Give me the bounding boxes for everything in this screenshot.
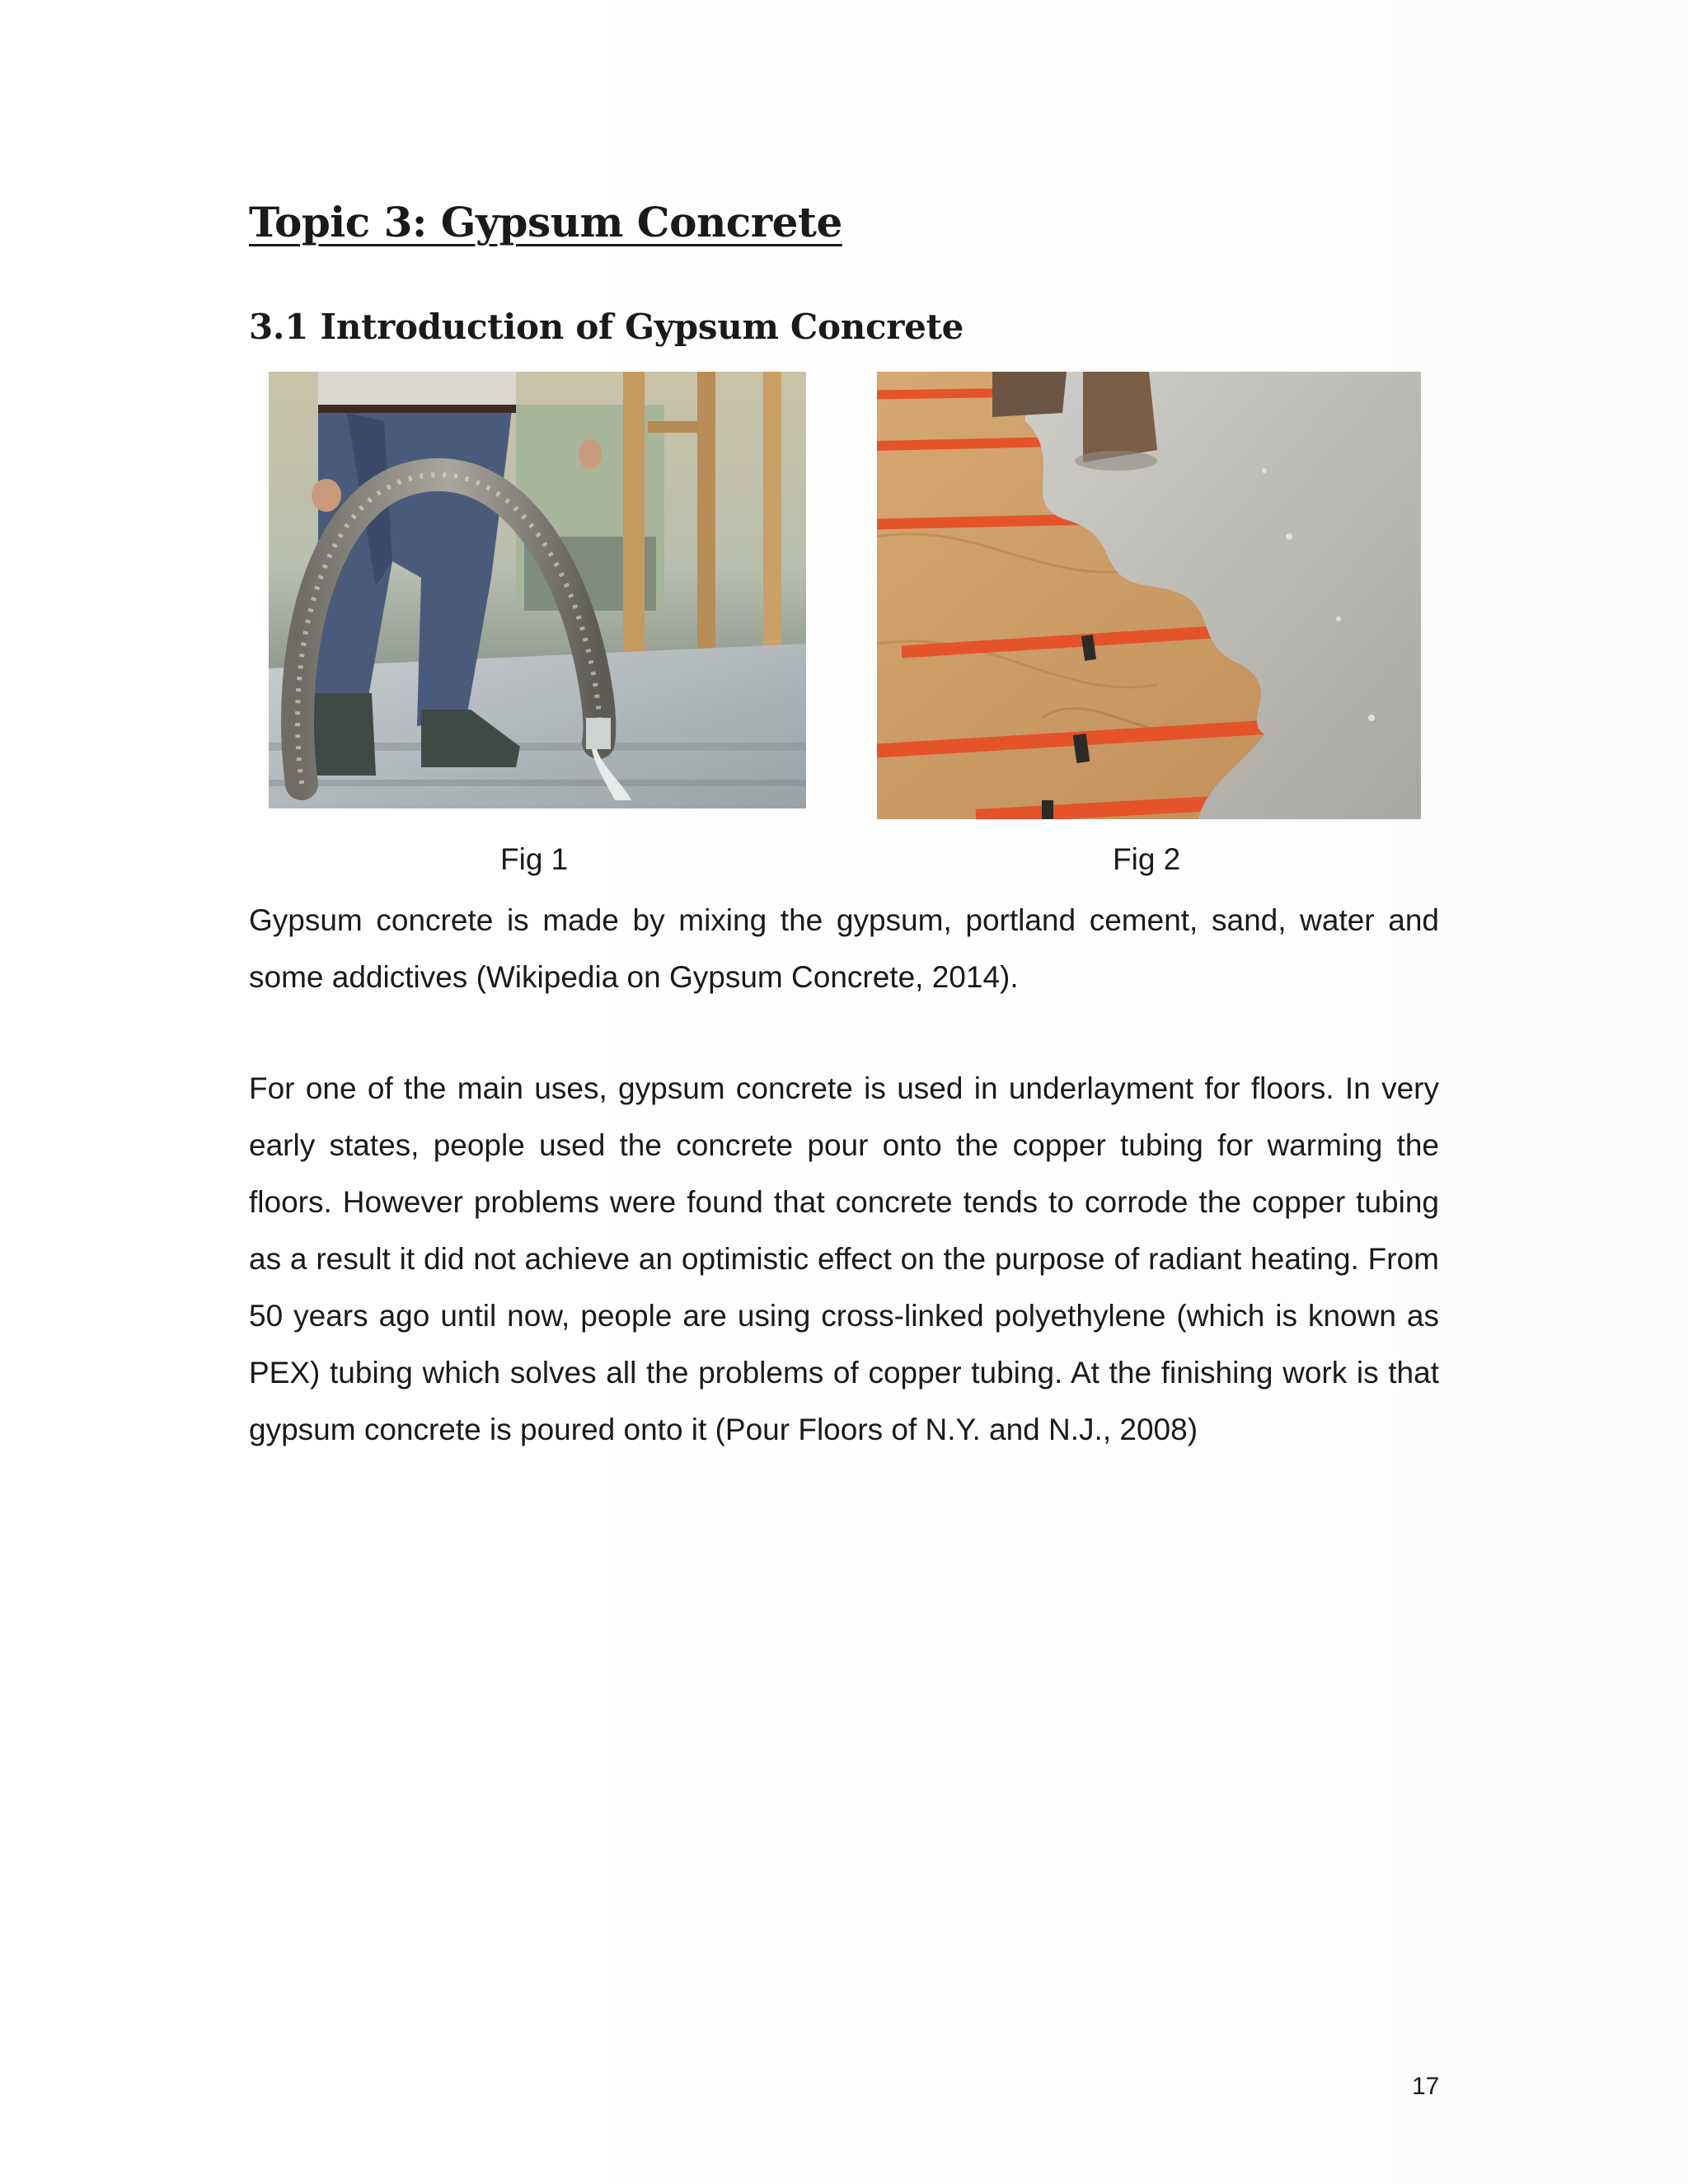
page-number: 17 [1412,2073,1440,2100]
pouring-concrete-illustration [269,372,806,808]
figure-2-photo [877,372,1421,819]
figure-2-caption: Fig 2 [1113,842,1181,876]
section-title: 3.1 Introduction of Gypsum Concrete [249,307,964,347]
figure-1-caption: Fig 1 [500,842,569,876]
topic-title: Topic 3: Gypsum Concrete [249,198,842,246]
figure-1-photo [269,372,806,808]
pex-tubing-illustration [877,372,1421,819]
paragraph-2: For one of the main uses, gypsum concrete is used in underlayment for floors. In very early states, people used the concrete pour onto the copper tubing for warming the floors. However problems were found that concrete tends to corrode the copper tubing as a result it did not achieve an optimistic effect on the purpose of radiant heating. From 50 years ago until now, people are using cross-linked polyethylene (which is known as PEX) tubing which solves all the problems of copper tubing. At the finishing work is that gypsum concrete is poured onto it (Pour Floors of N.Y. and N.J., 2008) [249,1071,1439,1446]
paragraph-1: Gypsum concrete is made by mixing the gypsum, portland cement, sand, water and some addictives (Wikipedia on Gypsum Concrete, 2014). [249,903,1439,994]
